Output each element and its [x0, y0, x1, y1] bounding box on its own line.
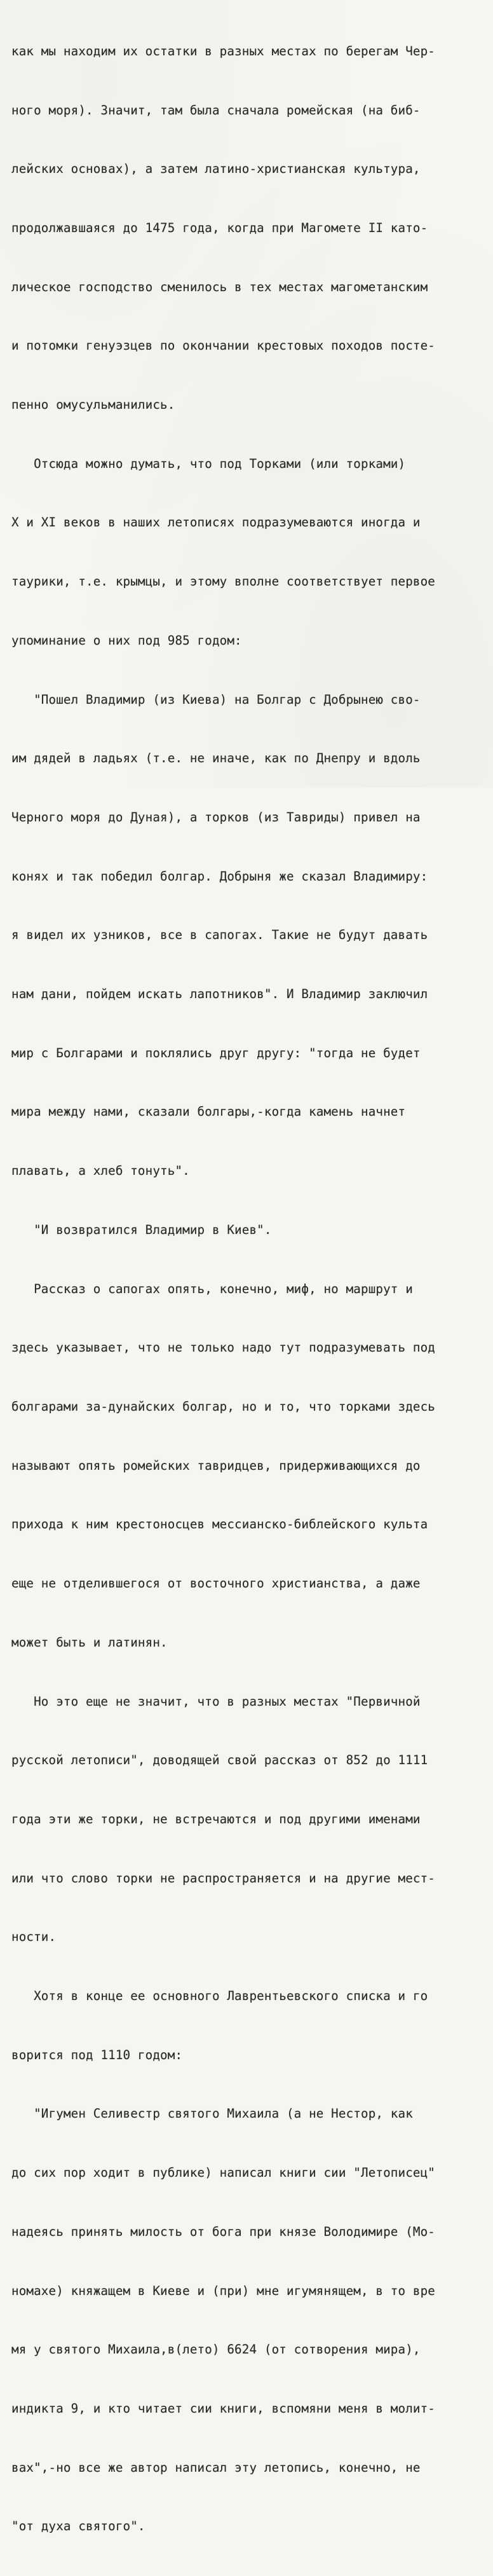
text-line: вах",-но все же автор написал эту летопись, конечно, не [11, 2460, 421, 2475]
text-line: и потомки генуэзцев по окончании крестовых походов посте- [11, 338, 436, 353]
text-line: лическое господство сменилось в тех местах магометанским [11, 279, 428, 294]
text-line: X и XI веков в наших летописях подразумеваются иногда и [11, 515, 421, 530]
text-line: им дядей в ладьях (т.е. не иначе, как по Днепру и вдоль [11, 751, 421, 766]
text-line: ности. [11, 1929, 57, 1945]
text-line: ного моря). Значит, там была сначала ромейская (на биб- [11, 102, 421, 118]
text-line: мир с Болгарами и поклялись друг другу: "тогда не будет [11, 1045, 421, 1060]
text-line: как мы находим их остатки в разных местах по берегам Чер- [11, 43, 436, 58]
text-line: прихода к ним крестоносцев мессианско-библейского культа [11, 1517, 428, 1532]
text-line: пенно омусульманились. [11, 397, 175, 413]
text-line: болгарами за-дунайских болгар, но и то, что торками здесь [11, 1399, 436, 1414]
text-line: может быть и латинян. [11, 1634, 168, 1650]
text-line: называют опять ромейских тавридцев, придерживающихся до [11, 1458, 421, 1473]
text-line: мира между нами, сказали болгары,-когда камень начнет [11, 1104, 406, 1120]
text-line: лейских основах), а затем латино-христианская культура, [11, 161, 421, 177]
text-line: таурики, т.е. крымцы, и этому вполне соответствует первое [11, 574, 436, 589]
text-line: номахе) княжащем в Киеве и (при) мне игумянящем, в то вре [11, 2283, 436, 2298]
text-line: русской летописи", доводящей свой рассказ от 852 до 1111 [11, 1753, 428, 1768]
text-line: "от духа святого". [11, 2519, 145, 2534]
text-line: ворится под 1110 годом: [11, 2047, 183, 2062]
text-line: конях и так победил болгар. Добрыня же сказал Владимиру: [11, 868, 428, 884]
text-line: "И возвратился Владимир в Киев". [11, 1222, 272, 1237]
text-line: нам дани, пойдем искать лапотников". И Владимир заключил [11, 987, 428, 1002]
text-line: продолжавшаяся до 1475 года, когда при Магомете II като- [11, 220, 428, 235]
text-line: или что слово торки не распространяется и на другие мест- [11, 1870, 436, 1886]
text-line: еще не отделившегося от восточного христианства, а даже [11, 1576, 421, 1591]
text-line: Отсюда можно думать, что под Торками (или торками) [11, 456, 406, 471]
text-line: упоминание о них под 985 годом: [11, 633, 242, 648]
text-line: плавать, а хлеб тонуть". [11, 1163, 190, 1179]
text-line: надеясь принять милость от бога при князе Володимире (Мо- [11, 2224, 436, 2239]
text-line: Черного моря до Дуная), а торков (из Тавриды) привел на [11, 809, 421, 825]
text-line: Но это еще не значит, что в разных местах "Первичной [11, 1694, 421, 1709]
text-line: года эти же торки, не встречаются и под другими именами [11, 1811, 421, 1826]
text-line: Рассказ о сапогах опять, конечно, миф, но маршрут и [11, 1281, 413, 1296]
typed-text-body [11, 3, 489, 2576]
text-line: индикта 9, и кто читает сии книги, вспомяни меня в молит- [11, 2401, 436, 2416]
text-line: здесь указывает, что не только надо тут подразумевать под [11, 1340, 436, 1355]
text-line: мя у святого Михаила,в(лето) 6624 (от сотворения мира), [11, 2342, 421, 2357]
text-line: "Пошел Владимир (из Киева) на Болгар с Добрынею сво- [11, 692, 421, 707]
text-line: Хотя в конце ее основного Лаврентьевского списка и го [11, 1989, 428, 2004]
text-line: "Игумен Селивестр святого Михаила (а не Нестор, как [11, 2106, 413, 2121]
text-line: я видел их узников, все в сапогах. Такие не будут давать [11, 928, 428, 943]
text-line: до сих пор ходит в публике) написал книги сии "Летописец" [11, 2165, 436, 2181]
